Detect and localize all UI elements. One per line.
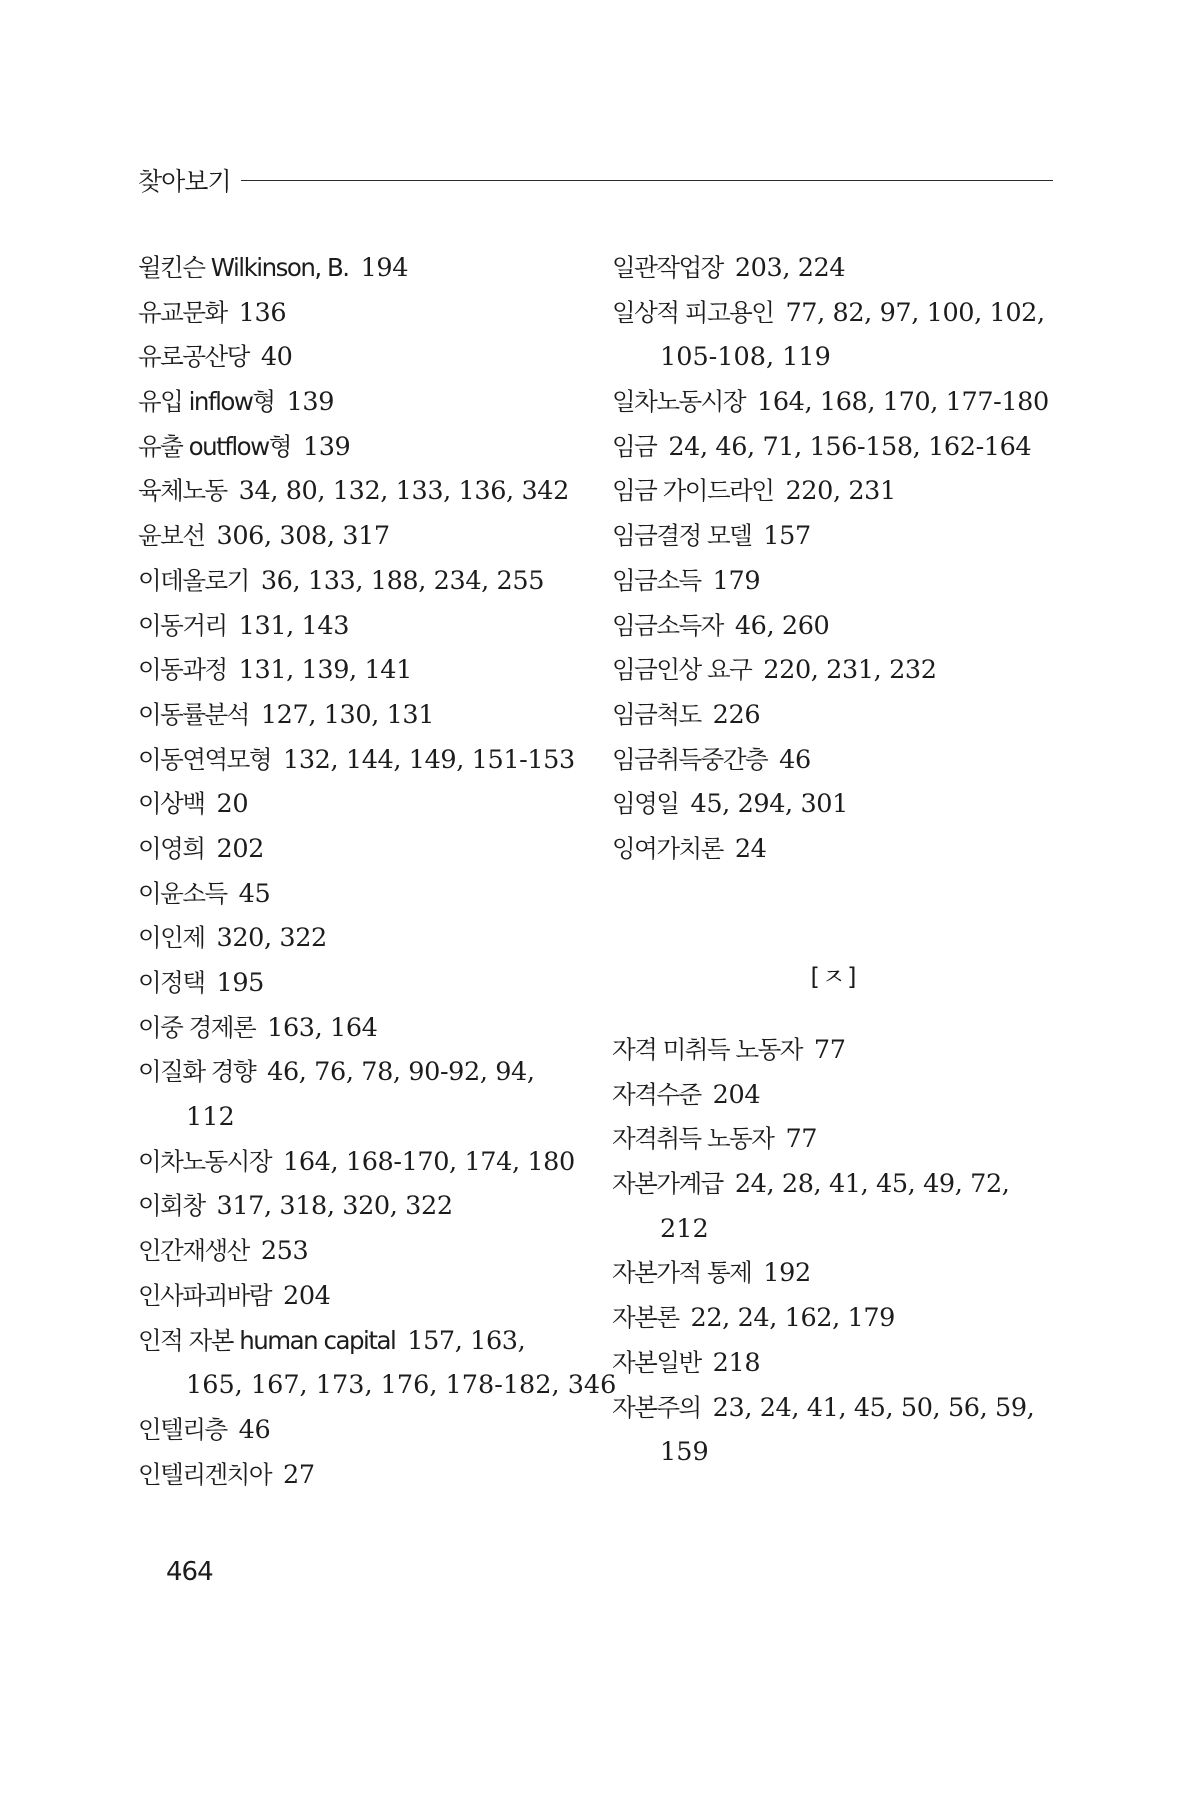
index-pages: 40 — [260, 342, 293, 373]
index-entry — [138, 425, 608, 470]
index-entry — [138, 693, 608, 738]
index-entry — [138, 1140, 608, 1185]
index-pages-continued: 165, 167, 173, 176, 178-182, 346 — [186, 1370, 617, 1401]
index-term: 이동연역모형 — [138, 744, 272, 774]
index-term: 이정택 — [138, 968, 205, 997]
index-term: 임금 — [612, 431, 657, 461]
index-entry — [138, 1319, 608, 1364]
index-term: 유로공산당 — [138, 342, 249, 372]
index-entry — [138, 738, 608, 783]
index-pages: 24, 46, 71, 156-158, 162-164 — [668, 431, 1032, 462]
index-entry — [612, 469, 1057, 514]
index-pages: 202 — [216, 833, 264, 864]
index-pages: 45, 294, 301 — [690, 789, 848, 820]
index-pages: 34, 80, 132, 133, 136, 342 — [238, 476, 569, 507]
index-pages: 46 — [779, 744, 811, 775]
index-entry — [612, 827, 1057, 872]
index-term: 이차노동시장 — [138, 1146, 272, 1176]
header-title: 찾아보기 — [138, 167, 231, 196]
index-term: 임금소득자 — [612, 610, 723, 640]
index-entry — [612, 514, 1057, 559]
index-pages: 253 — [260, 1236, 309, 1267]
index-pages: 27 — [283, 1459, 315, 1490]
index-entry — [612, 648, 1057, 693]
index-entry — [138, 782, 608, 827]
index-entry — [138, 514, 608, 559]
index-term: 이상백 — [138, 789, 205, 819]
index-term: 유입 inflow형 — [138, 387, 275, 417]
index-term: 이영희 — [138, 833, 205, 863]
index-entry — [138, 1006, 608, 1051]
index-entry — [612, 1117, 1057, 1162]
index-entry — [612, 1386, 1057, 1431]
index-pages: 36, 133, 188, 234, 255 — [260, 565, 545, 596]
index-pages: 24, 28, 41, 45, 49, 72, — [734, 1169, 1010, 1200]
index-entry — [138, 246, 608, 291]
index-entry — [138, 1408, 608, 1453]
index-term: 이윤소득 — [138, 878, 227, 908]
index-pages: 127, 130, 131 — [260, 699, 435, 730]
index-term: 이동거리 — [138, 610, 227, 640]
index-entry — [612, 1073, 1057, 1118]
index-entry — [138, 916, 608, 961]
index-entry — [612, 604, 1057, 649]
index-pages: 164, 168, 170, 177-180 — [757, 387, 1049, 418]
index-term: 이인제 — [138, 923, 205, 953]
index-entry — [138, 291, 608, 336]
index-pages: 20 — [216, 789, 249, 820]
index-entry — [138, 380, 608, 425]
index-pages: 77, 82, 97, 100, 102, — [785, 297, 1045, 328]
index-entry — [612, 782, 1057, 827]
index-pages: 179 — [712, 565, 761, 596]
running-header — [138, 160, 1053, 200]
index-term: 육체노동 — [138, 476, 227, 506]
index-term: 윌킨슨 Wilkinson, B. — [138, 253, 349, 282]
index-entry — [138, 469, 608, 514]
index-entry — [138, 1274, 608, 1319]
index-term: 인텔리층 — [138, 1414, 227, 1444]
index-entry — [612, 1162, 1057, 1207]
index-term: 임금소득 — [612, 565, 701, 595]
index-term: 일차노동시장 — [612, 387, 746, 417]
index-entry — [138, 961, 608, 1006]
index-entry — [612, 1341, 1057, 1386]
index-term: 자본주의 — [612, 1392, 701, 1422]
index-pages: 218 — [712, 1347, 761, 1378]
index-term: 인간재생산 — [138, 1236, 249, 1266]
index-entry — [138, 1453, 608, 1498]
index-entry — [612, 1296, 1057, 1341]
index-pages: 77 — [813, 1035, 846, 1065]
index-term: 유교문화 — [138, 297, 227, 327]
index-term: 임금척도 — [612, 699, 701, 729]
index-pages: 203, 224 — [734, 253, 846, 283]
index-term: 임금 가이드라인 — [612, 476, 774, 506]
index-pages: 136 — [238, 297, 287, 328]
index-pages: 139 — [286, 387, 335, 418]
index-pages-continued: 212 — [660, 1213, 709, 1244]
index-column-right-j — [612, 1028, 1057, 1475]
index-term: 자본가적 통제 — [612, 1258, 752, 1288]
index-entry — [138, 604, 608, 649]
index-term: 임금인상 요구 — [612, 655, 752, 685]
index-term: 임금결정 모델 — [612, 521, 752, 551]
index-pages: 192 — [763, 1258, 811, 1289]
index-term: 자격취득 노동자 — [612, 1124, 774, 1154]
index-entry — [612, 738, 1057, 783]
index-term: 인사파괴바람 — [138, 1280, 272, 1310]
index-pages: 22, 24, 162, 179 — [690, 1303, 895, 1334]
index-term: 자본론 — [612, 1303, 679, 1333]
index-pages: 132, 144, 149, 151-153 — [283, 744, 575, 775]
index-entry — [138, 559, 608, 604]
index-pages: 204 — [283, 1280, 331, 1311]
index-term: 이동률분석 — [138, 699, 249, 729]
index-entry — [612, 559, 1057, 604]
index-entry — [612, 1251, 1057, 1296]
index-pages: 131, 139, 141 — [238, 655, 412, 686]
index-term: 이동과정 — [138, 655, 227, 685]
index-entry — [138, 648, 608, 693]
index-pages: 46, 76, 78, 90-92, 94, — [267, 1057, 535, 1088]
index-column-left — [138, 246, 617, 1497]
section-heading: [ㅈ] — [810, 963, 859, 991]
index-term: 잉여가치론 — [612, 833, 723, 863]
index-column-right — [612, 246, 1057, 872]
index-entry — [138, 872, 608, 917]
index-pages: 164, 168-170, 174, 180 — [283, 1146, 575, 1177]
index-entry — [612, 246, 1057, 291]
index-entry — [138, 1184, 608, 1229]
index-term: 자본일반 — [612, 1347, 701, 1377]
index-entry — [612, 1028, 1057, 1073]
index-pages-continued: 105-108, 119 — [660, 342, 831, 373]
index-term: 인텔리겐치아 — [138, 1459, 272, 1489]
index-entry — [138, 335, 608, 380]
index-pages: 139 — [302, 431, 351, 462]
page-number: 464 — [166, 1557, 213, 1587]
index-pages: 195 — [216, 968, 264, 998]
index-entry — [138, 1229, 608, 1274]
index-pages: 194 — [360, 253, 409, 283]
index-term: 자격 미취득 노동자 — [612, 1035, 802, 1064]
index-entry — [612, 380, 1057, 425]
index-pages: 131, 143 — [238, 610, 350, 641]
index-term: 자본가계급 — [612, 1169, 723, 1199]
index-entry — [138, 827, 608, 872]
index-pages: 306, 308, 317 — [216, 521, 390, 552]
index-pages: 317, 318, 320, 322 — [216, 1191, 453, 1222]
index-entry — [138, 1050, 608, 1095]
index-term: 인적 자본 human capital — [138, 1325, 396, 1355]
index-term: 이질화 경향 — [138, 1057, 256, 1087]
index-term: 임금취득중간층 — [612, 744, 768, 774]
index-pages: 226 — [712, 699, 761, 730]
index-pages: 77 — [785, 1124, 818, 1155]
index-term: 임영일 — [612, 789, 679, 819]
index-pages: 220, 231 — [785, 476, 896, 507]
index-term: 일관작업장 — [612, 253, 723, 282]
index-pages: 320, 322 — [216, 923, 327, 954]
index-term: 자격수준 — [612, 1079, 701, 1109]
index-pages-continued: 159 — [660, 1437, 709, 1468]
index-pages: 46 — [238, 1414, 271, 1445]
index-entry — [612, 693, 1057, 738]
index-pages: 204 — [712, 1079, 761, 1110]
header-rule — [241, 180, 1053, 181]
index-pages: 157 — [763, 521, 811, 552]
index-term: 유출 outflow형 — [138, 431, 291, 461]
index-pages: 157, 163, — [407, 1325, 526, 1356]
index-term: 이데올로기 — [138, 565, 249, 595]
index-term: 윤보선 — [138, 521, 205, 551]
index-term: 이회창 — [138, 1191, 205, 1221]
index-pages: 23, 24, 41, 45, 50, 56, 59, — [712, 1392, 1035, 1423]
index-pages: 220, 231, 232 — [763, 655, 937, 686]
index-term: 이중 경제론 — [138, 1012, 256, 1042]
index-pages: 45 — [238, 878, 271, 909]
index-entry — [612, 291, 1057, 336]
index-entry — [612, 425, 1057, 470]
index-term: 일상적 피고용인 — [612, 297, 774, 327]
index-pages-continued: 112 — [186, 1102, 235, 1133]
index-pages: 46, 260 — [734, 610, 830, 641]
index-pages: 24 — [734, 833, 767, 864]
index-pages: 163, 164 — [267, 1012, 378, 1043]
